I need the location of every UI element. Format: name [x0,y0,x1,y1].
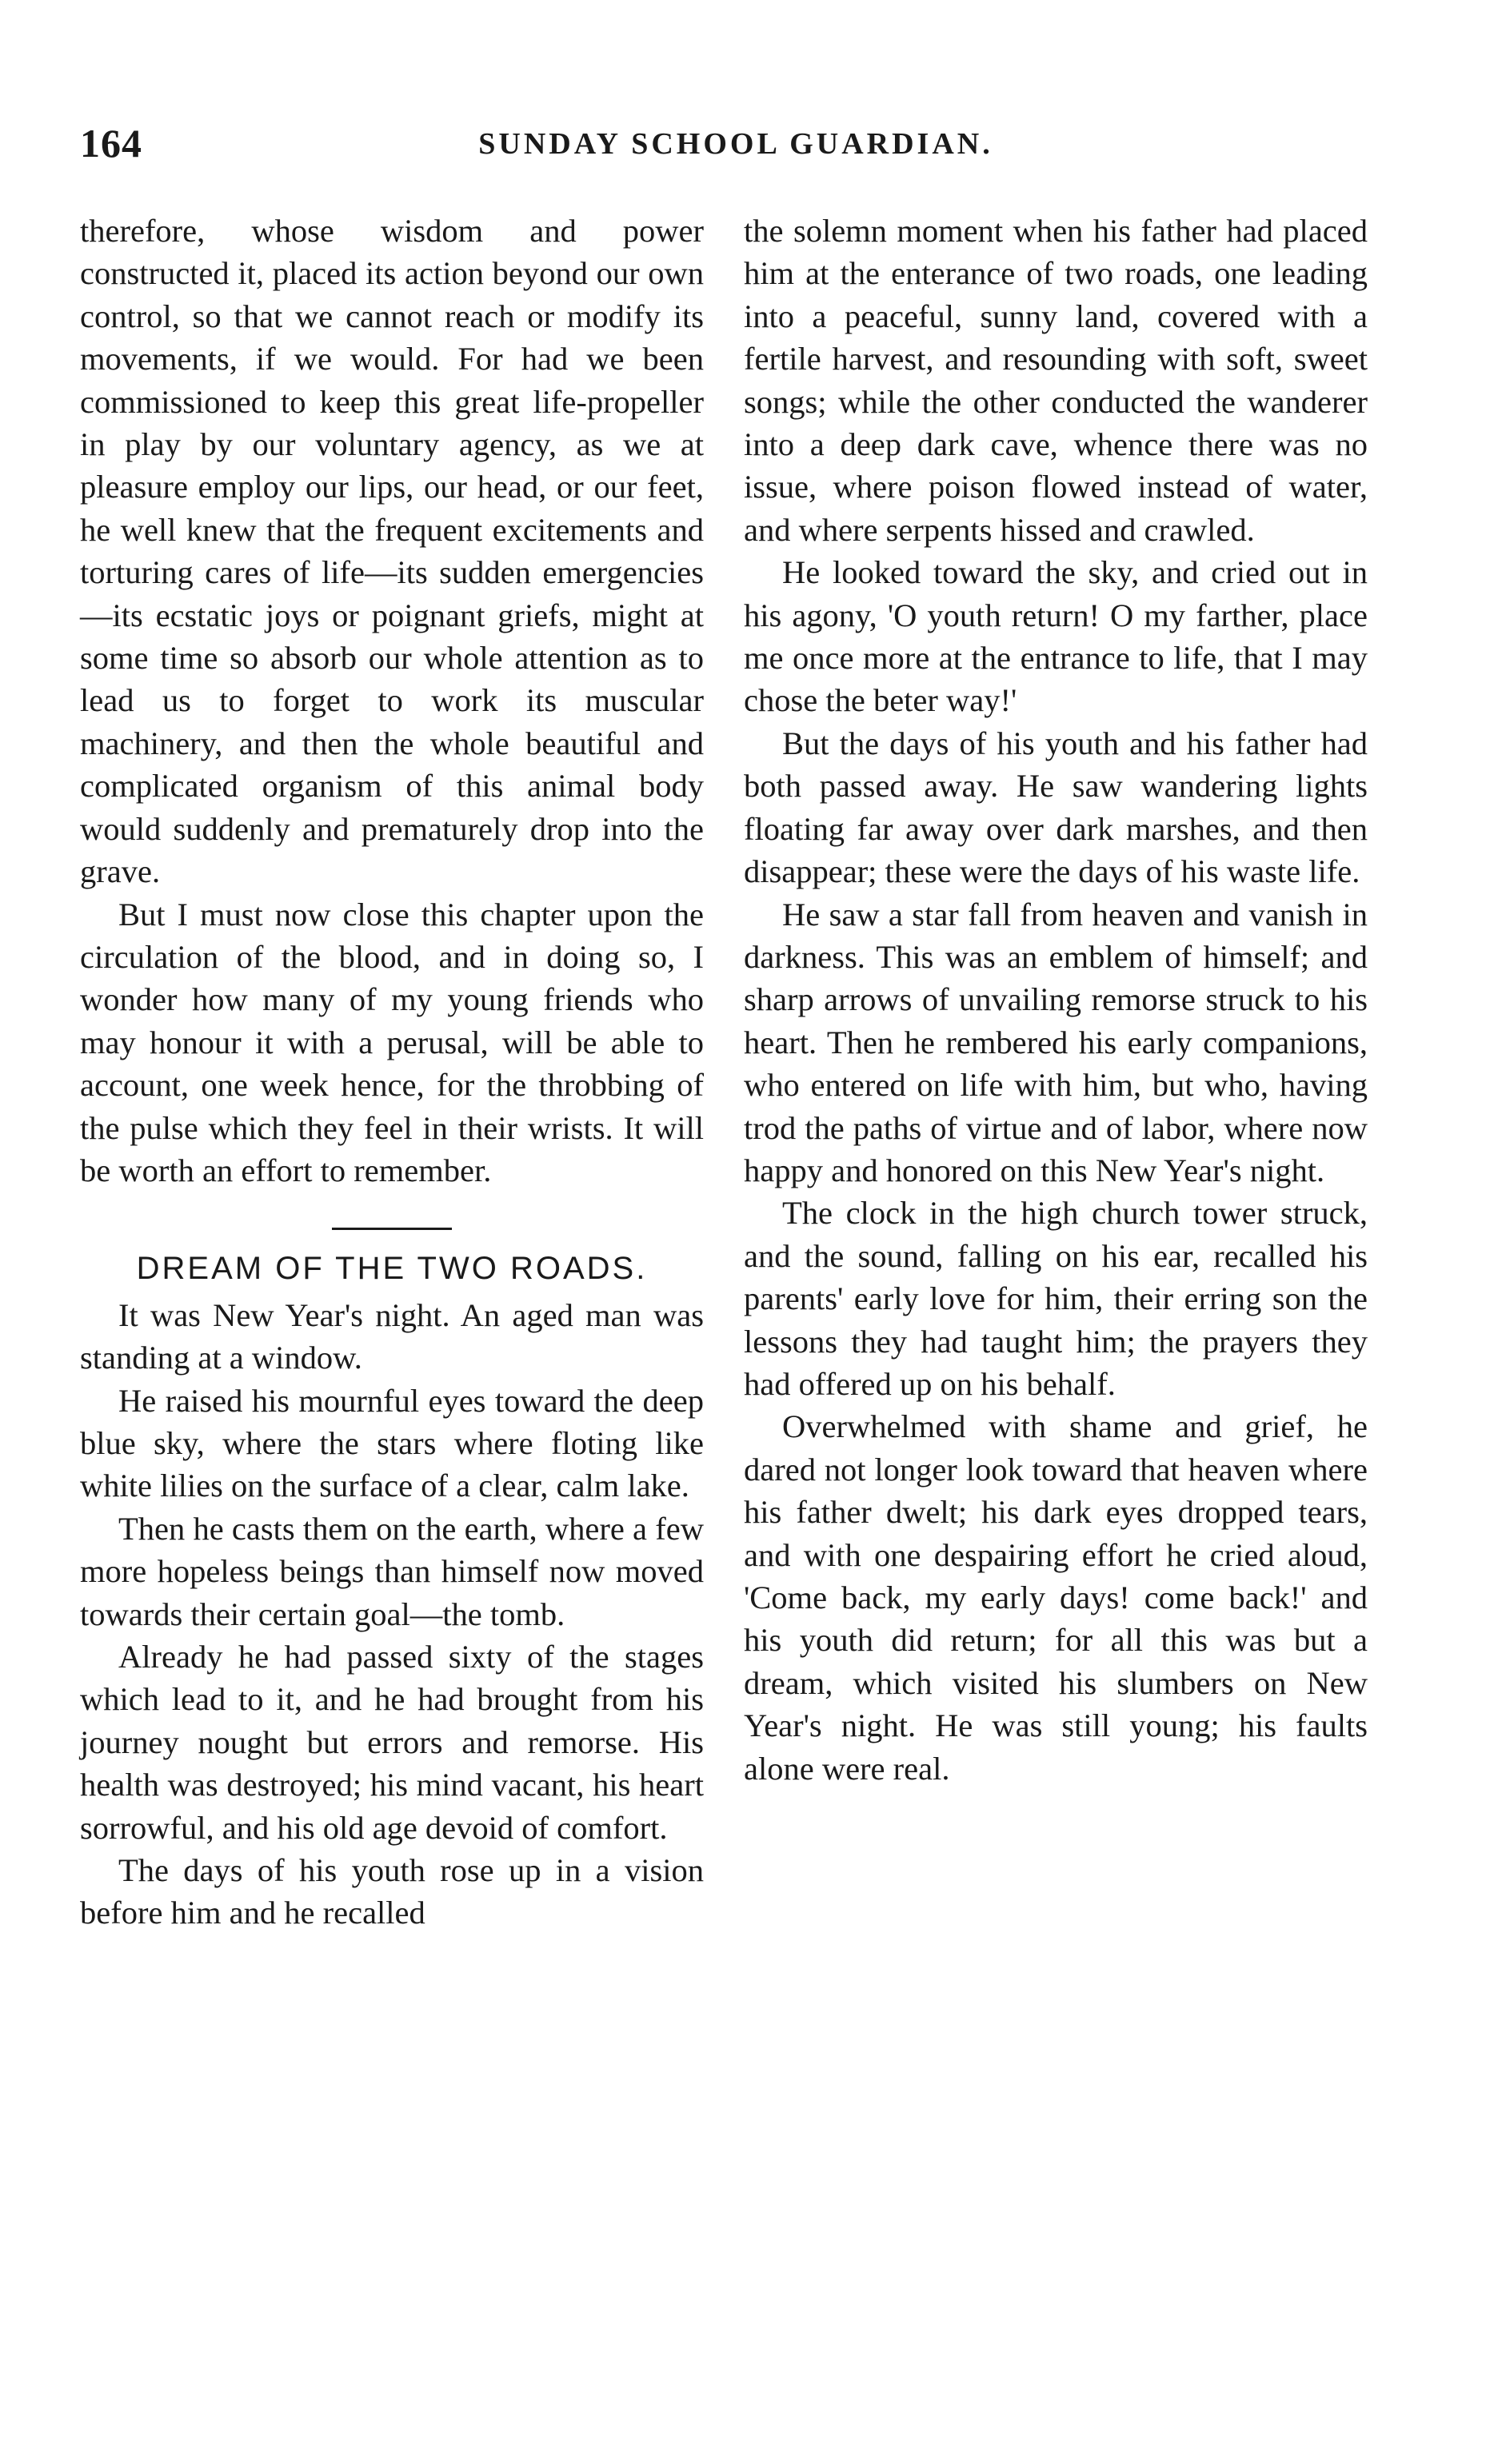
left-column [80,210,704,1935]
section-divider [332,1228,452,1230]
paragraph: therefore, whose wisdom and power constructed it, placed its action beyond our own control, so that we cannot reach or modify its movements, if we would. For had we been commissioned to keep this great life-propeller in play by our voluntary agency, as we at pleasure employ our lips, our head, or our feet, he well knew that the frequent excitements and torturing cares of life—its sudden emergencies—its ecstatic joys or poignant griefs, might at some time so absorb our whole attention as to lead us to forget to work its muscular machinery, and then the whole beautiful and complicated organism of this animal body would suddenly and prematurely drop into the grave. [80,213,704,890]
section-heading: DREAM OF THE TWO ROADS. [136,1251,648,1287]
right-column [744,210,1368,1790]
paragraph: But the days of his youth and his father had both passed away. He saw wandering lights floating far away over dark marshes, and then disappear; these were the days of his waste life. [744,725,1368,890]
paragraph: The clock in the high church tower struck, and the sound, falling on his ear, recalled his parents' early love for him, their erring son the lessons they had taught him; the prayers they had offered up on his behalf. [744,1195,1368,1402]
paragraph: But I must now close this chapter upon the circulation of the blood, and in doing so, I wonder how many of my young friends who may honour it with a perusal, will be able to account, one week hence, for the throbbing of the pulse which they feel in their wrists. It will be worth an effort to remember. [80,896,704,1188]
running-title: SUNDAY SCHOOL GUARDIAN. [478,127,993,161]
paragraph: Already he had passed sixty of the stages which lead to it, and he had brought from his journey nought but errors and remorse. His health was destroyed; his mind vacant, his heart sorrowful, and his old age devoid of comfort. [80,1639,704,1846]
page-header [80,120,1392,176]
paragraph: the solemn moment when his father had placed him at the enterance of two roads, one leading into a peaceful, sunny land, covered with a fertile harvest, and resounding with soft, sweet songs; while the other conducted the wanderer into a deep dark cave, whence there was no issue, where poison flowed instead of water, and where serpents hissed and crawled. [744,213,1368,548]
page-number: 164 [80,121,142,166]
paragraph: It was New Year's night. An aged man was standing at a window. [80,1296,704,1376]
paragraph: Then he casts them on the earth, where a few more hopeless beings than himself now moved towards their certain goal—the tomb. [80,1510,704,1632]
paragraph: The days of his youth rose up in a vision before him and he recalled [80,1852,704,1931]
paragraph: He raised his mournful eyes toward the deep blue sky, where the stars where floting like white lilies on the surface of a clear, calm lake. [80,1382,704,1504]
paragraph: He saw a star fall from heaven and vanish in darkness. This was an emblem of himself; and sharp arrows of unvailing remorse struck to his heart. Then he rembered his early companions, who entered on life with him, but who, having trod the paths of virtue and of labor, where now happy and honored on this New Year's night. [744,896,1368,1188]
paragraph: He looked toward the sky, and cried out in his agony, 'O youth return! O my farther, place me once more at the entrance to life, that I may chose the beter way!' [744,554,1368,719]
paragraph: Overwhelmed with shame and grief, he dared not longer look toward that heaven where his father dwelt; his dark eyes dropped tears, and with one despairing effort he cried aloud, 'Come back, my early days! come back!' and his youth did return; for all this was but a dream, which visited his slumbers on New Year's night. He was still young; his faults alone were real. [744,1408,1368,1787]
